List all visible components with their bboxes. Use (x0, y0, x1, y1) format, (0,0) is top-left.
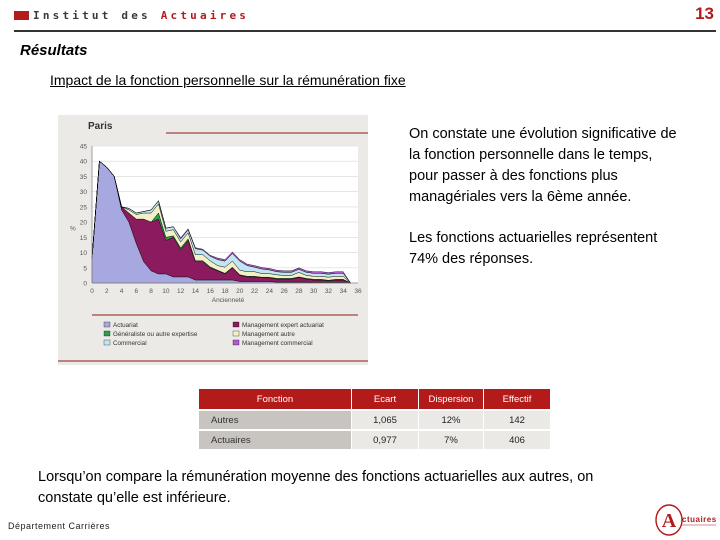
legend-swatch (233, 322, 239, 327)
legend-label: Management expert actuariat (242, 322, 324, 329)
y-tick-label: 5 (83, 265, 87, 273)
chart-title: Paris (88, 121, 113, 132)
stats-table (199, 389, 551, 449)
x-tick-label: 34 (339, 288, 347, 295)
stacked-area-chart (58, 115, 368, 365)
x-tick-label: 18 (221, 288, 229, 295)
legend-swatch (104, 331, 110, 336)
legend-swatch (233, 340, 239, 345)
cell-ecart: 0,977 (352, 430, 419, 449)
y-tick-label: 35 (79, 173, 87, 181)
legend-label: Management commercial (242, 340, 313, 347)
table-header-row (199, 389, 551, 410)
x-tick-label: 26 (280, 288, 288, 295)
brand-accent: Actuaires (160, 8, 250, 22)
y-tick-label: 15 (79, 234, 87, 242)
slide-subtitle: Impact de la fonction personnelle sur la rémunération fixe (50, 72, 406, 88)
x-tick-label: 36 (354, 288, 362, 295)
y-tick-label: 20 (79, 219, 87, 227)
x-tick-label: 8 (149, 288, 153, 295)
actuaires-logo (654, 503, 718, 537)
col-header-dispersion: Dispersion (419, 389, 484, 410)
y-tick-label: 40 (79, 158, 87, 166)
legend-label: Actuariat (113, 322, 138, 329)
y-tick-label: 25 (79, 204, 87, 212)
commentary-paragraph: Les fonctions actuarielles représentent 74% des réponses. (409, 230, 658, 267)
x-axis-label: Ancienneté (211, 297, 245, 304)
row-label: Actuaires (199, 430, 352, 449)
legend-swatch (104, 340, 110, 345)
col-header-effectif: Effectif (484, 389, 551, 410)
x-tick-label: 14 (191, 288, 200, 295)
brand-mark (14, 11, 29, 20)
cell-dispersion: 7% (419, 430, 484, 449)
cell-ecart: 1,065 (352, 410, 419, 430)
x-tick-label: 4 (119, 288, 124, 295)
cell-effectif: 142 (484, 410, 551, 430)
legend-label: Généraliste ou autre expertise (113, 331, 198, 338)
table-row (199, 410, 551, 430)
col-header-ecart: Ecart (352, 389, 419, 410)
x-tick-label: 28 (295, 288, 303, 295)
logo-text: ctuaires (682, 515, 717, 524)
cell-dispersion: 12% (419, 410, 484, 430)
x-tick-label: 24 (265, 288, 273, 295)
y-tick-label: 45 (79, 143, 87, 151)
x-tick-label: 32 (324, 288, 333, 295)
chart-panel (58, 115, 368, 365)
header-divider (14, 30, 716, 32)
x-tick-label: 16 (206, 288, 214, 295)
legend-label: Commercial (113, 340, 147, 347)
x-tick-label: 22 (250, 288, 259, 295)
x-tick-label: 10 (162, 288, 170, 295)
x-tick-label: 6 (134, 288, 139, 295)
page-number: 13 (695, 4, 714, 23)
y-tick-label: 10 (79, 250, 87, 258)
header-logo (14, 8, 249, 22)
x-tick-label: 20 (236, 288, 244, 295)
legend-swatch (233, 331, 239, 336)
conclusion-text: Lorsqu’on compare la rémunération moyenne des fonctions actuarielles aux autres, on constate qu’elle est inférieure. (38, 469, 594, 506)
brand-prefix: Institut des (33, 8, 161, 22)
col-header-fonction: Fonction (199, 389, 352, 410)
y-tick-label: 0 (83, 280, 87, 288)
section-title: Résultats (20, 42, 88, 59)
y-axis-label: % (70, 225, 76, 233)
legend-swatch (104, 322, 110, 327)
row-label: Autres (199, 410, 352, 430)
logo-initial: A (661, 510, 677, 532)
x-tick-label: 0 (90, 288, 94, 295)
x-tick-label: 2 (104, 288, 109, 295)
y-tick-label: 30 (79, 189, 87, 197)
footer-department: Département Carrières (8, 521, 111, 531)
commentary-paragraph: On constate une évolution significative de la fonction personnelle dans le temps, pour passer à des fonctions plus managériales vers la 6ème année. (409, 126, 677, 205)
x-tick-label: 12 (177, 288, 185, 295)
commentary (409, 124, 684, 290)
brand-name (33, 9, 249, 22)
cell-effectif: 406 (484, 430, 551, 449)
legend-label: Management autre (242, 331, 295, 338)
table-row (199, 430, 551, 449)
x-tick-label: 30 (310, 288, 318, 295)
